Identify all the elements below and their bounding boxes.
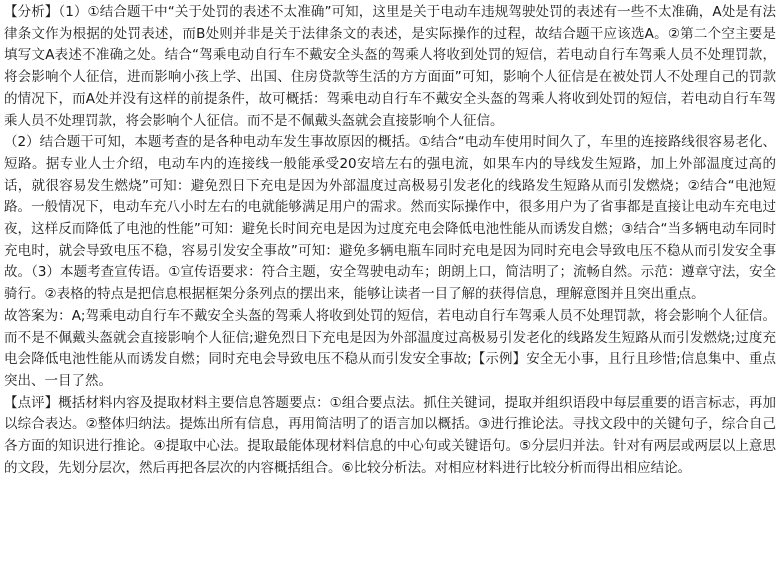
comment-text: 概括材料内容及提取材料主要信息答题要点：①组合要点法。抓住关键词，提取并组织语段中每层重要的语言标志，再加以综合表达。②整体归纳法。提炼出所有信息，再用简洁明了的语言加以概括。③进行推论法。寻找文段中的关键句子，综合自己各方面的知识进行推论。④提取中心法。提取最能体现材料信息的中心句或关键语句。⑤分层归并法。针对有两层或两层以上意思的文段，先划分层次，然后再把各层次的内容概括组合。⑥比较分析法。对相应材料进行比较分析而得出相应结论。 — [4, 394, 776, 476]
analysis-label: 【分析】 — [4, 4, 59, 20]
analysis-part1: （1）①结合题干中“关于处罚的表述不太准确”可知，这里是关于电动车违规驾驶处罚的表述有一些不太准确，A处是有法律条文作为根据的处罚表述，而B处则并非是关于法律条文的表述，是实际操作的过程，故结合题干应该选A。②第二个空主要是填写文A表述不准确之处。结合“驾乘电动自行车不戴安全头盔的驾乘人将收到处罚的短信，若电动自行车驾乘人员不处理罚款，将会影响个人征信，进而影响小孩上学、出国、住房贷款等生活的方方面面”可知，影响个人征信是在被处罚人不处理自己的罚款的情况下，而A处并没有这样的前提条件，故可概括：驾乘电动自行车不戴安全头盔的驾乘人将收到处罚的短信，若电动自行车驾乘人员不处理罚款，将会影响个人征信。而不是不佩戴头盔就会直接影响个人征信。 — [4, 4, 776, 129]
answer-paragraph — [4, 306, 776, 393]
comment-paragraph — [4, 393, 776, 480]
analysis-paragraph — [4, 2, 776, 132]
analysis-paragraph-2 — [4, 132, 776, 306]
answer-text: 故答案为：A;驾乘电动自行车不戴安全头盔的驾乘人将收到处罚的短信，若电动自行车驾乘人员不处理罚款，将会影响个人征信。而不是不佩戴头盔就会直接影响个人征信;避免烈日下充电是因为外部温度过高极易引发老化的线路发生短路从而引发燃烧;过度充电会降低电池性能从而诱发自燃；同时充电会导致电压不稳从而引发安全事故;【示例】安全无小事，且行且珍惜;信息集中、重点突出、一目了然。 — [4, 307, 776, 389]
analysis-part2: （2）结合题干可知，本题考查的是各种电动车发生事故原因的概括。①结合“电动车使用时间久了，车里的连接路线很容易老化、短路。据专业人士介绍，电动车内的连接线一般能承受20安培左右的强电流，如果车内的导线发生短路，加上外部温度过高的话，就很容易发生燃烧”可知：避免烈日下充电是因为外部温度过高极易引发老化的线路发生短路从而引发燃烧；②结合“电池短路。一般情况下，电动车充八小时左右的电就能够满足用户的需求。然而实际操作中，很多用户为了省事都是直接让电动车充电过夜，这样反而降低了电池的性能”可知：避免长时间充电是因为过度充电会降低电池性能从而诱发自燃；③结合“当多辆电动车同时充电时，就会导致电压不稳，容易引发安全事故”可知：避免多辆电瓶车同时充电是因为同时充电会导致电压不稳从而引发安全事故。（3）本题考查宣传语。①宣传语要求：符合主题，安全驾驶电动车；朗朗上口，简洁明了；流畅自然。示范：遵章守法，安全骑行。②表格的特点是把信息根据框架分条列点的摆出来，能够让读者一目了解的获得信息，理解意图并且突出重点。 — [4, 134, 776, 303]
comment-label: 【点评】 — [4, 394, 59, 411]
